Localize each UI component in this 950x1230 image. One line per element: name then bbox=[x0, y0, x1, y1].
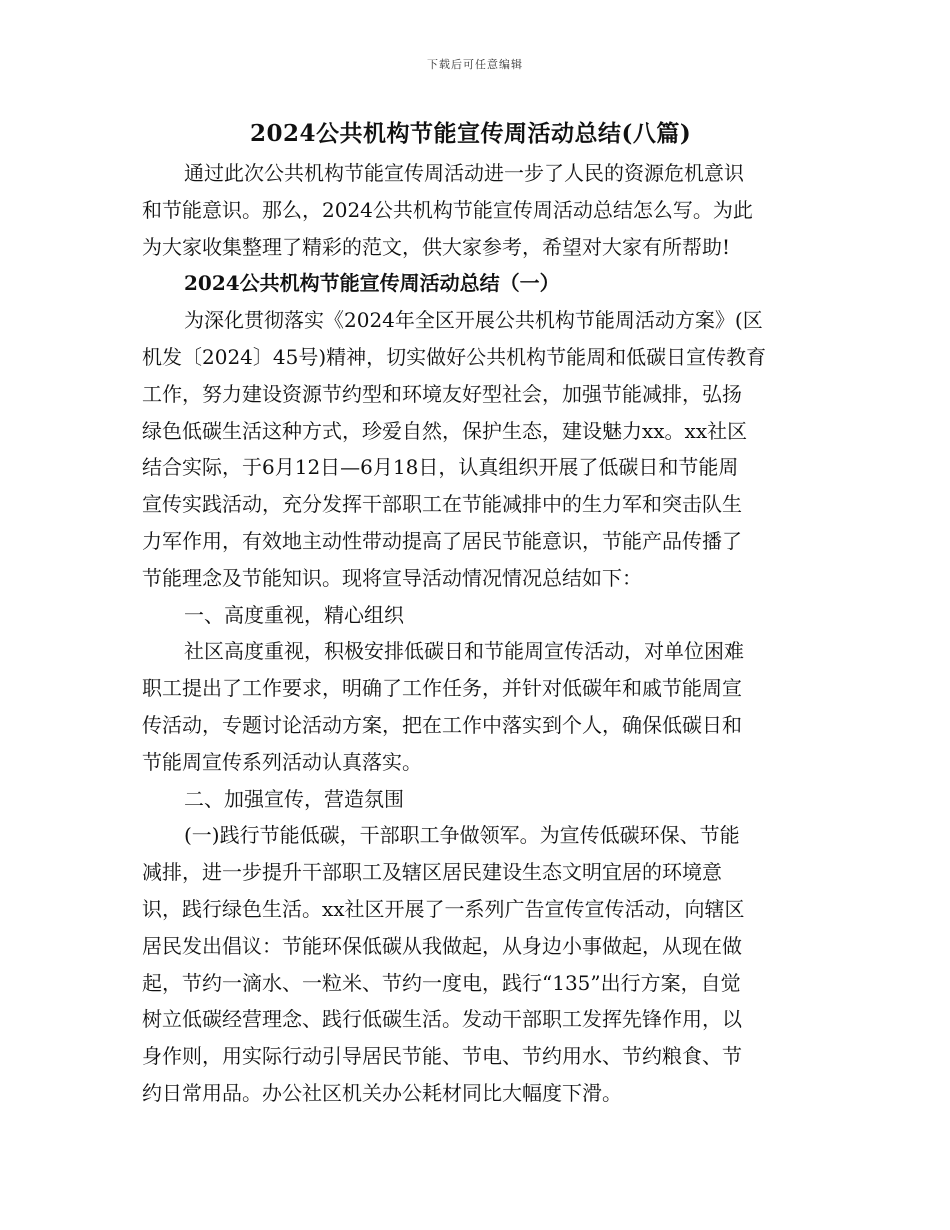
text-line: 为大家收集整理了精彩的范文，供大家参考，希望对大家有所帮助! bbox=[142, 234, 731, 259]
text-line: 起，节约一滴水、一粒米、节约一度电，践行“135”出行方案，自觉 bbox=[142, 970, 741, 995]
text-line: 节能周宣传系列活动认真落实。 bbox=[142, 749, 422, 774]
text-line: 绿色低碳生活这种方式，珍爱自然，保护生态，建设魅力xx。xx社区 bbox=[142, 418, 748, 443]
text-line: 树立低碳经营理念、践行低碳生活。发动干部职工发挥先锋作用，以 bbox=[142, 1007, 742, 1032]
paragraph-background bbox=[142, 302, 812, 596]
text-line: 和节能意识。那么，2024公共机构节能宣传周活动总结怎么写。为此 bbox=[142, 197, 753, 222]
text-line: 力军作用，有效地主动性带动提高了居民节能意识，节能产品传播了 bbox=[142, 528, 742, 553]
section-heading: 2024公共机构节能宣传周活动总结（一） bbox=[184, 271, 560, 296]
text-line: 宣传实践活动，充分发挥干部职工在节能减排中的生力军和突击队生 bbox=[142, 492, 742, 517]
paragraph-organization bbox=[142, 633, 812, 780]
text-line: 工作，努力建设资源节约型和环境友好型社会，加强节能减排，弘扬 bbox=[142, 381, 742, 406]
point-heading-2: 二、加强宣传，营造氛围 bbox=[184, 786, 404, 811]
text-line: 社区高度重视，积极安排低碳日和节能周宣传活动，对单位困难 bbox=[184, 639, 744, 664]
text-line: 结合实际，于6月12日—6月18日，认真组织开展了低碳日和节能周 bbox=[142, 455, 739, 480]
text-line: 身作则，用实际行动引导居民节能、节电、节约用水、节约粮食、节 bbox=[142, 1044, 742, 1069]
text-line: (一)践行节能低碳，干部职工争做领军。为宣传低碳环保、节能 bbox=[184, 823, 740, 848]
text-line: 约日常用品。办公社区机关办公耗材同比大幅度下滑。 bbox=[142, 1080, 622, 1105]
text-line: 通过此次公共机构节能宣传周活动进一步了人民的资源危机意识 bbox=[184, 161, 744, 185]
text-line: 传活动，专题讨论活动方案，把在工作中落实到个人，确保低碳日和 bbox=[142, 712, 742, 737]
intro-paragraph bbox=[142, 155, 812, 265]
text-line: 职工提出了工作要求，明确了工作任务，并针对低碳年和戚节能周宣 bbox=[142, 676, 742, 701]
header-note: 下载后可任意编辑 bbox=[427, 58, 523, 71]
point-heading-1: 一、高度重视，精心组织 bbox=[184, 602, 404, 627]
text-line: 居民发出倡议：节能环保低碳从我做起，从身边小事做起，从现在做 bbox=[142, 933, 742, 958]
text-line: 节能理念及节能知识。现将宣导活动情况情况总结如下： bbox=[142, 565, 642, 590]
text-line: 识，践行绿色生活。xx社区开展了一系列广告宣传宣传活动，向辖区 bbox=[142, 896, 745, 921]
text-line: 减排，进一步提升干部职工及辖区居民建设生态文明宜居的环境意 bbox=[142, 860, 722, 885]
document-body bbox=[142, 155, 812, 1112]
text-line: 机发〔2024〕45号)精神，切实做好公共机构节能周和低碳日宣传教育 bbox=[142, 344, 767, 369]
paragraph-publicity bbox=[142, 817, 812, 1111]
document-title: 2024公共机构节能宣传周活动总结(八篇) bbox=[250, 120, 692, 147]
text-line: 为深化贯彻落实《2024年全区开展公共机构节能周活动方案》(区 bbox=[184, 308, 763, 333]
